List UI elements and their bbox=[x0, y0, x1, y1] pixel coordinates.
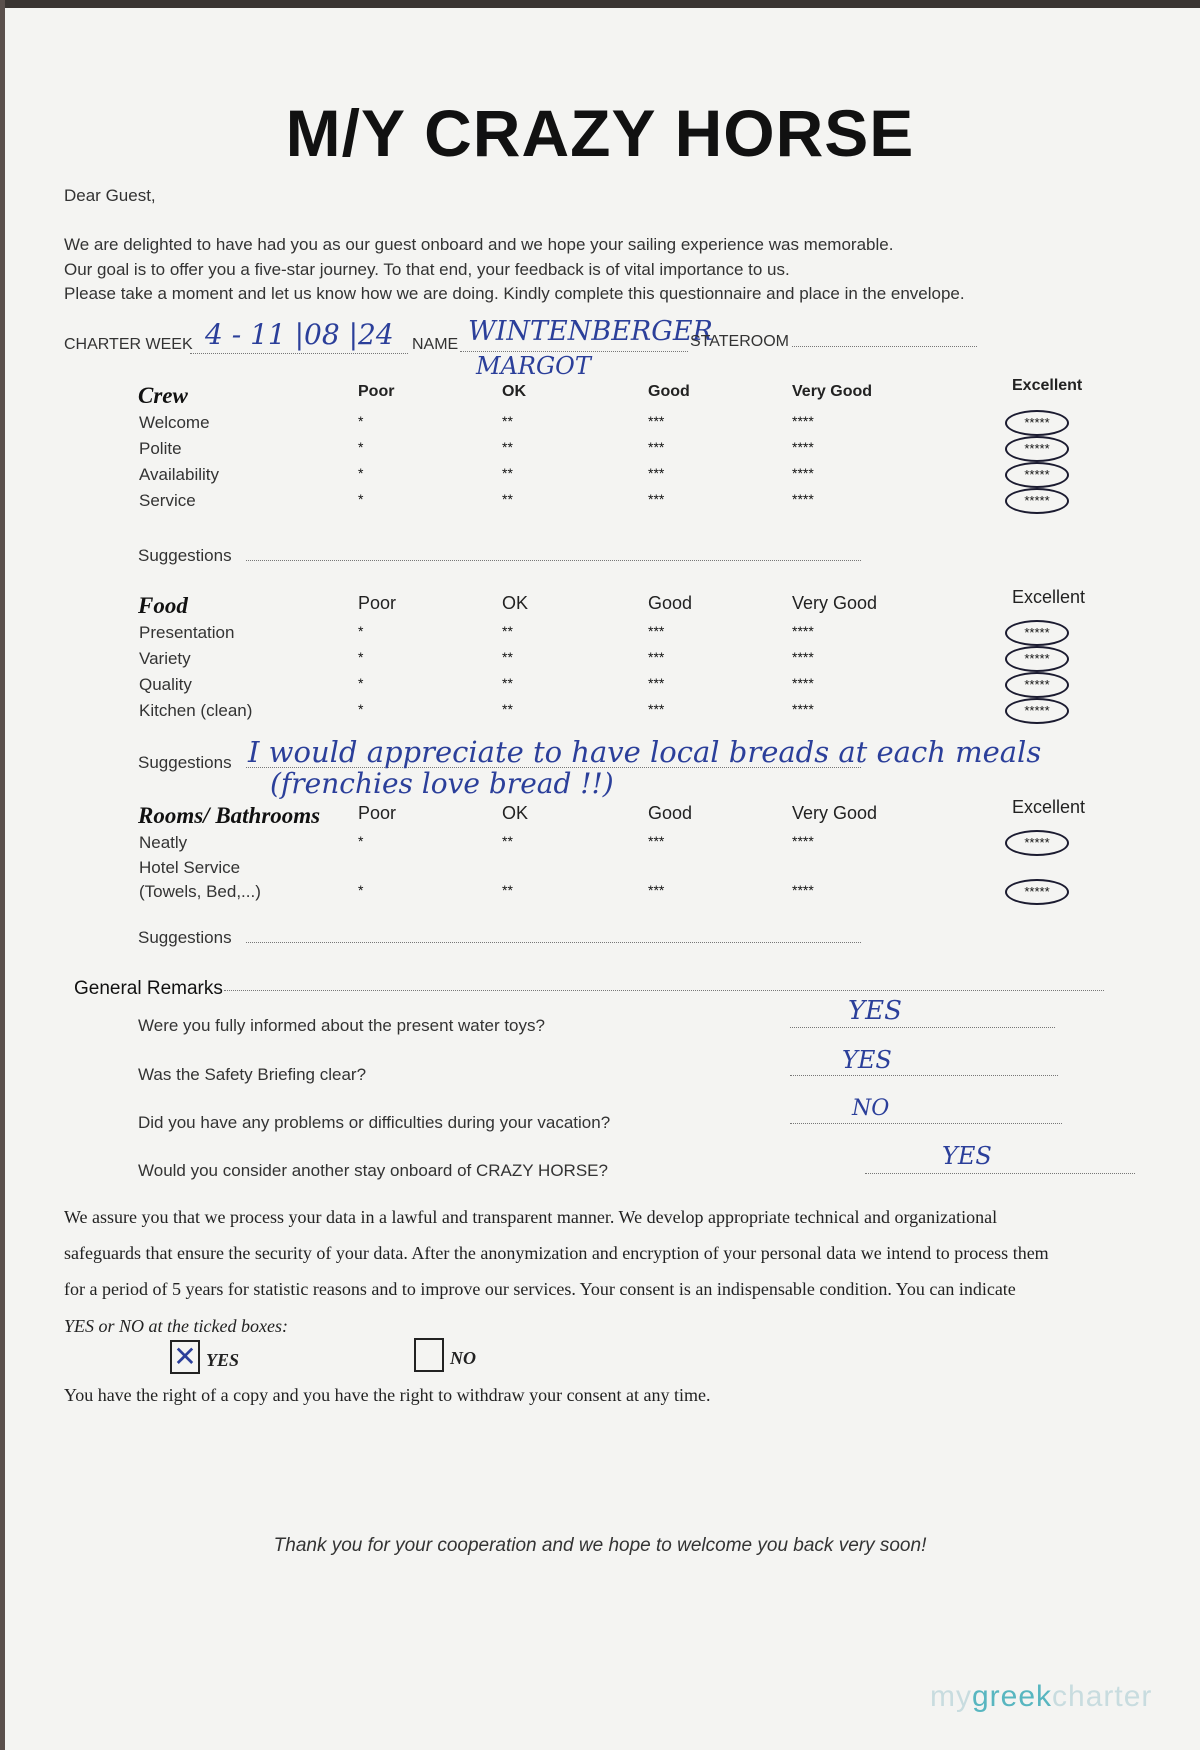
watermark-suffix: charter bbox=[1052, 1680, 1153, 1713]
rating-option-excellent[interactable]: ***** bbox=[1005, 672, 1069, 698]
rating-option[interactable]: **** bbox=[792, 465, 814, 481]
stateroom-line bbox=[792, 346, 977, 347]
answer-4[interactable]: YES bbox=[942, 1142, 992, 1170]
general-remarks-label: General Remarks bbox=[74, 978, 223, 999]
rating-item-label: Welcome bbox=[139, 413, 210, 432]
rating-item-label: Polite bbox=[139, 439, 182, 458]
suggestions-line bbox=[246, 560, 861, 561]
section-heading: Crew bbox=[138, 383, 188, 408]
watermark-brand: greek bbox=[972, 1680, 1053, 1713]
rating-item-label: Hotel Service bbox=[139, 858, 241, 877]
question-3: Did you have any problems or difficulties during your vacation? bbox=[138, 1113, 611, 1132]
rating-option[interactable]: **** bbox=[792, 413, 814, 429]
column-header: Poor bbox=[358, 593, 397, 613]
question-4: Would you consider another stay onboard of CRAZY HORSE? bbox=[138, 1161, 608, 1180]
rating-option[interactable]: ** bbox=[502, 649, 513, 665]
rating-option[interactable]: *** bbox=[648, 413, 665, 429]
rating-option[interactable]: *** bbox=[648, 439, 665, 455]
rating-option[interactable]: * bbox=[358, 413, 364, 429]
rating-option-excellent[interactable]: ***** bbox=[1005, 646, 1069, 672]
column-header: Good bbox=[648, 803, 693, 823]
column-header: OK bbox=[502, 383, 526, 400]
privacy-line-2: safeguards that ensure the security of your data. After the anonymization and encryption of your personal data we intend to process them bbox=[64, 1243, 1049, 1263]
rating-option[interactable]: *** bbox=[648, 465, 665, 481]
rating-item-label: Variety bbox=[139, 649, 191, 668]
column-header: OK bbox=[502, 803, 529, 823]
rating-option-excellent[interactable]: ***** bbox=[1005, 488, 1069, 514]
privacy-line-3: for a period of 5 years for statistic reasons and to improve our services. Your consent is an indispensable condition. You can indicate bbox=[64, 1279, 1016, 1299]
rating-option[interactable]: * bbox=[358, 439, 364, 455]
intro-line-3: Please take a moment and let us know how we are doing. Kindly complete this questionnaire and place in the envelope. bbox=[64, 284, 965, 303]
column-header: Poor bbox=[358, 803, 397, 823]
rating-option[interactable]: ** bbox=[502, 465, 513, 481]
rating-option[interactable]: *** bbox=[648, 491, 665, 507]
answer-3-line bbox=[790, 1123, 1062, 1124]
rating-option[interactable]: * bbox=[358, 649, 364, 665]
rating-item-label: Kitchen (clean) bbox=[139, 701, 253, 720]
column-header: Good bbox=[648, 383, 690, 400]
check-mark-icon: ✕ bbox=[173, 1341, 197, 1372]
rating-option[interactable]: *** bbox=[648, 833, 665, 849]
rating-item-label: (Towels, Bed,...) bbox=[139, 882, 261, 901]
privacy-line-1: We assure you that we process your data in a lawful and transparent manner. We develop appropriate technical and organizational bbox=[64, 1207, 998, 1227]
rating-option[interactable]: **** bbox=[792, 491, 814, 507]
rating-option[interactable]: ** bbox=[502, 413, 513, 429]
general-remarks-line bbox=[224, 990, 1104, 991]
rating-option[interactable]: **** bbox=[792, 833, 814, 849]
answer-2[interactable]: YES bbox=[842, 1046, 892, 1074]
section-heading: Food bbox=[138, 593, 188, 618]
rating-option-excellent[interactable]: ***** bbox=[1005, 462, 1069, 488]
answer-3[interactable]: NO bbox=[852, 1096, 890, 1121]
rating-option[interactable]: ** bbox=[502, 491, 513, 507]
rating-option[interactable]: *** bbox=[648, 675, 665, 691]
rating-item-label: Neatly bbox=[139, 833, 188, 852]
suggestions-text-line-1[interactable]: I would appreciate to have local breads at each meals bbox=[248, 735, 1042, 769]
rating-item-label: Service bbox=[139, 491, 196, 510]
rating-option[interactable]: *** bbox=[648, 701, 665, 717]
rights-text: You have the right of a copy and you have the right to withdraw your consent at any time. bbox=[64, 1385, 711, 1405]
intro-line-1: We are delighted to have had you as our guest onboard and we hope your sailing experience was memorable. bbox=[64, 235, 894, 254]
rating-option[interactable]: ** bbox=[502, 701, 513, 717]
rating-option[interactable]: * bbox=[358, 833, 364, 849]
rating-option[interactable]: *** bbox=[648, 649, 665, 665]
consent-no-label: NO bbox=[450, 1348, 476, 1368]
stateroom-label: STATEROOM bbox=[690, 333, 789, 350]
watermark-prefix: my bbox=[930, 1680, 972, 1713]
column-header: Excellent bbox=[1012, 797, 1086, 817]
name-value-line1[interactable]: WINTENBERGER bbox=[468, 316, 713, 347]
suggestions-label: Suggestions bbox=[138, 753, 232, 772]
watermark-logo bbox=[930, 1680, 1152, 1714]
consent-yes-label: YES bbox=[206, 1350, 240, 1370]
rating-option[interactable]: **** bbox=[792, 649, 814, 665]
rating-option-excellent[interactable]: ***** bbox=[1005, 830, 1069, 856]
answer-1-line bbox=[790, 1027, 1055, 1028]
rating-option[interactable]: ** bbox=[502, 675, 513, 691]
answer-4-line bbox=[865, 1173, 1135, 1174]
rating-option[interactable]: * bbox=[358, 491, 364, 507]
rating-option-excellent[interactable]: ***** bbox=[1005, 436, 1069, 462]
question-2: Was the Safety Briefing clear? bbox=[138, 1065, 367, 1084]
suggestions-text-line-2[interactable]: (frenchies love bread !!) bbox=[270, 767, 614, 800]
rating-option[interactable]: ** bbox=[502, 882, 513, 898]
rating-option[interactable]: *** bbox=[648, 882, 665, 898]
rating-option[interactable]: **** bbox=[792, 701, 814, 717]
question-1: Were you fully informed about the present water toys? bbox=[138, 1016, 545, 1035]
rating-option[interactable]: **** bbox=[792, 623, 814, 639]
intro-line-2: Our goal is to offer you a five-star journey. To that end, your feedback is of vital importance to us. bbox=[64, 260, 790, 279]
rating-option[interactable]: ** bbox=[502, 439, 513, 455]
column-header: Very Good bbox=[792, 383, 873, 400]
thank-you-text: Thank you for your cooperation and we hope to welcome you back very soon! bbox=[273, 1535, 927, 1556]
column-header: Poor bbox=[358, 383, 395, 400]
column-header: Excellent bbox=[1012, 377, 1083, 394]
rating-option-excellent[interactable]: ***** bbox=[1005, 410, 1069, 436]
rating-option[interactable]: **** bbox=[792, 882, 814, 898]
rating-option[interactable]: **** bbox=[792, 439, 814, 455]
column-header: Very Good bbox=[792, 593, 878, 613]
suggestions-label: Suggestions bbox=[138, 928, 232, 947]
charter-week-line bbox=[190, 353, 408, 354]
consent-no-checkbox[interactable] bbox=[414, 1338, 444, 1372]
rating-option[interactable]: * bbox=[358, 465, 364, 481]
rating-option[interactable]: ** bbox=[502, 623, 513, 639]
rating-option-excellent[interactable]: ***** bbox=[1005, 879, 1069, 905]
rating-option[interactable]: * bbox=[358, 675, 364, 691]
rating-option[interactable]: * bbox=[358, 701, 364, 717]
name-label: NAME bbox=[412, 336, 459, 353]
rating-item-label: Presentation bbox=[139, 623, 235, 642]
top-edge bbox=[0, 0, 1200, 8]
column-header: Very Good bbox=[792, 803, 878, 823]
rating-option-excellent[interactable]: ***** bbox=[1005, 698, 1069, 724]
suggestions-line bbox=[246, 942, 861, 943]
rating-option[interactable]: ** bbox=[502, 833, 513, 849]
name-value-line2[interactable]: MARGOT bbox=[476, 352, 591, 380]
rating-option[interactable]: *** bbox=[648, 623, 665, 639]
rating-option[interactable]: * bbox=[358, 623, 364, 639]
rating-item-label: Quality bbox=[139, 675, 192, 694]
rating-option[interactable]: **** bbox=[792, 675, 814, 691]
consent-yes-checkbox[interactable] bbox=[170, 1340, 200, 1374]
rating-option-excellent[interactable]: ***** bbox=[1005, 620, 1069, 646]
charter-week-value[interactable]: 4 - 11 |08 |24 bbox=[205, 318, 394, 351]
charter-week-label: CHARTER WEEK bbox=[64, 336, 193, 353]
column-header: Good bbox=[648, 593, 693, 613]
answer-1[interactable]: YES bbox=[848, 996, 902, 1026]
answer-2-line bbox=[790, 1075, 1058, 1076]
left-edge bbox=[0, 0, 5, 1750]
column-header: OK bbox=[502, 593, 529, 613]
rating-item-label: Availability bbox=[139, 465, 220, 484]
page-title: M/Y CRAZY HORSE bbox=[285, 96, 915, 170]
greeting: Dear Guest, bbox=[64, 186, 156, 205]
privacy-line-4: YES or NO at the ticked boxes: bbox=[64, 1316, 288, 1336]
suggestions-label: Suggestions bbox=[138, 546, 232, 565]
section-heading: Rooms/ Bathrooms bbox=[138, 803, 321, 828]
column-header: Excellent bbox=[1012, 587, 1086, 607]
rating-option[interactable]: * bbox=[358, 882, 364, 898]
